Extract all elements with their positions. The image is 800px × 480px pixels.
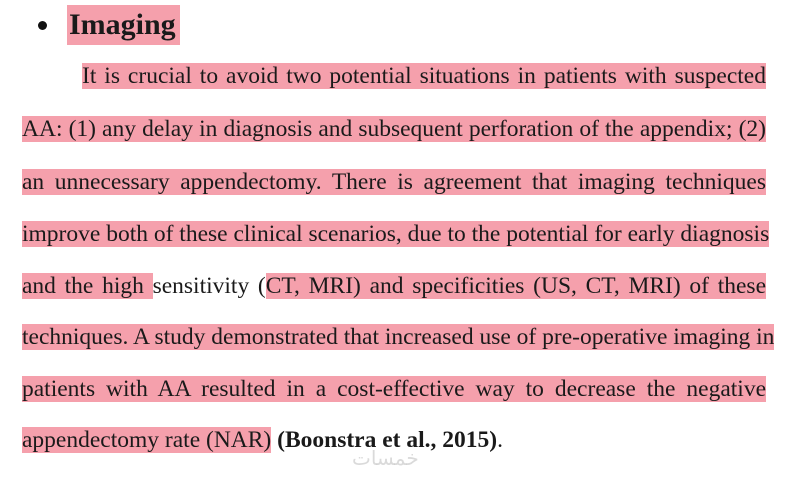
section-heading [38,4,180,46]
line-segment: sensitivity ( [152,273,266,299]
line-segment: patients with AA resulted in a cost-effective way to decrease the negative [22,376,766,402]
line-segment: It is crucial to avoid two potential situations in patients with suspected [82,63,766,89]
paragraph-line [22,321,775,353]
line-segment: AA: (1) any delay in diagnosis and subsequent perforation of the appendix; (2) [22,116,766,142]
line-segment: . [497,427,503,453]
line-segment: improve both of these clinical scenarios, due to the potential for early diagnosis [22,221,770,247]
paragraph-line [22,166,766,198]
paragraph-line [22,60,766,92]
citation-text: (Boonstra et al., 2015) [271,427,498,453]
line-segment: an unnecessary appendectomy. There is agreement that imaging techniques [22,169,766,195]
line-segment: and the high [22,273,153,299]
line-segment: CT, MRI) and specificities (US, CT, MRI) of these [265,273,767,299]
heading-title: Imaging [67,5,180,45]
watermark-logo: خمسات [352,446,419,470]
paragraph-line [22,270,766,302]
line-segment: techniques. A study demonstrated that increased use of pre-operative imaging in [22,324,775,350]
paragraph-line [22,218,770,250]
line-segment: appendectomy rate (NAR) [22,427,272,453]
paragraph-line [22,373,766,405]
bullet-icon [38,21,47,30]
paragraph-line [22,113,766,145]
